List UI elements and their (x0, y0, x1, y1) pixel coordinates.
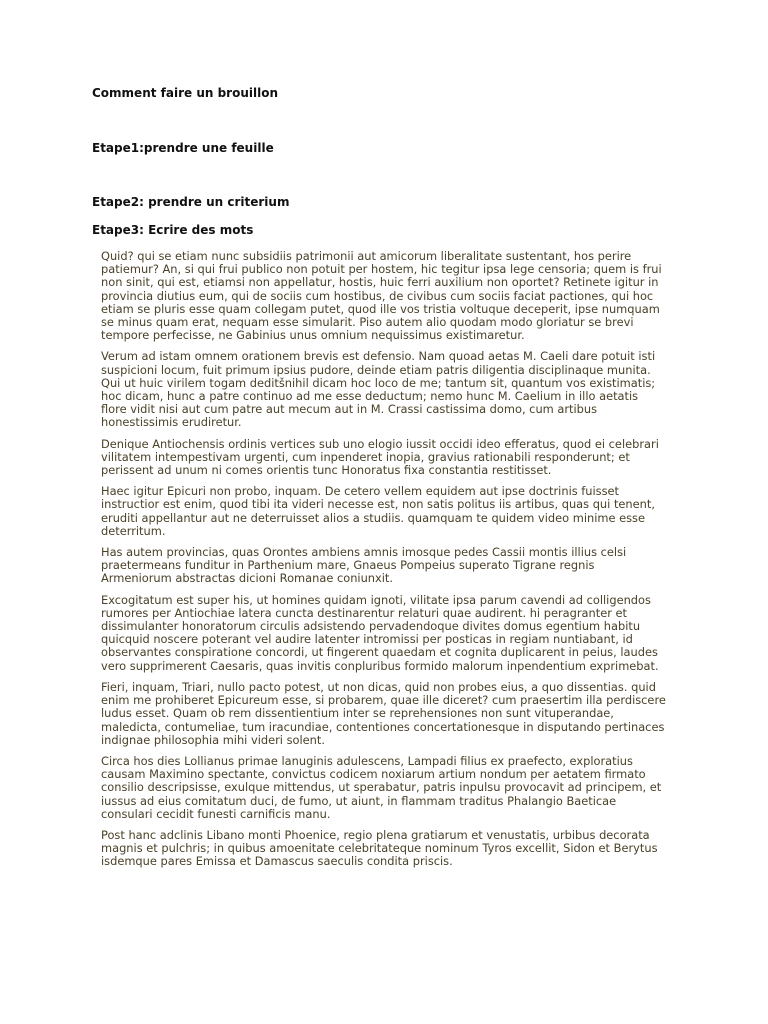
document-title: Comment faire un brouillon (92, 86, 279, 100)
paragraph: Post hanc adclinis Libano monti Phoenice, regio plena gratiarum et venustatis, urbibus decorata magnis et pulchris; in quibus amoenitate celebritateque nominum Tyros excellit, Sidon et Berytus isdemque pares Emissa et Damascus saeculis condita priscis. (101, 827, 658, 869)
paragraph: Quid? qui se etiam nunc subsidiis patrimonii aut amicorum liberalitate sustentant, hos perire patiemur? An, si qui frui publico non potuit per hostem, hic tegitur ipsa lege censoria; quem is frui non sinit, qui est, etiamsi non appellatur, hostis, huic ferri auxilium non oportet? Retinete igitur in provincia diutius eum, qui de sociis cum hostibus, de civibus cum sociis faciat pactiones, qui hoc etiam se pluris esse quam collegam putet, quod ille vos tristia voltuque deceperit, ipse numquam se minus quam erat, nequam esse simularit. Piso autem alio quodam modo gloriatur se brevi tempore perfecisse, ne Gabinius unus omnium nequissimus existimaretur. (101, 249, 662, 343)
step-3-heading: Etape3: Ecrire des mots (92, 223, 254, 237)
paragraph: Verum ad istam omnem orationem brevis est defensio. Nam quoad aetas M. Caeli dare potuit isti suspicioni locum, fuit primum ipsius pudore, deinde etiam patris diligentia disciplinaque munita. Qui ut huic virilem togam deditšnihil dicam hoc loco de me; tantum sit, quantum vos existimatis; hoc dicam, hunc a patre continuo ad me esse deductum; nemo hunc M. Caelium in illo aetatis flore vidit nisi aut cum patre aut mecum aut in M. Crassi castissima domo, cum artibus honestissimis erudiretur. (101, 349, 656, 430)
paragraph: Haec igitur Epicuri non probo, inquam. De cetero vellem equidem aut ipse doctrinis fuisset instructior est enim, quod tibi ita videri necesse est, non satis politus iis artibus, quas qui tenent, eruditi appellantur aut ne deterruisset alios a studiis. quamquam te quidem video minime esse deterritum. (101, 484, 655, 538)
paragraph: Fieri, inquam, Triari, nullo pacto potest, ut non dicas, quid non probes eius, a quo dissentias. quid enim me prohiberet Epicureum esse, si probarem, quae ille diceret? cum praesertim illa perdiscere ludus esset. Quam ob rem dissentientium inter se reprehensiones non sunt vituperandae, maledicta, contumeliae, tum iracundiae, contentiones concertationesque in disputando pertinaces indignae philosophia mihi videri solent. (101, 679, 666, 747)
step-2-heading: Etape2: prendre un criterium (92, 195, 290, 209)
paragraph: Excogitatum est super his, ut homines quidam ignoti, vilitate ipsa parum cavendi ad colligendos rumores per Antiochiae latera cuncta destinarentur relaturi quae audirent. hi peragranter et dissimulanter honoratorum circulis adsistendo pervadendoque divites domus egentium habitu quicquid noscere poterant vel audire latenter intromissi per posticas in regiam nuntiabant, id observantes conspiratione concordi, ut fingerent quaedam et cognita duplicarent in peius, laudes vero supprimerent Caesaris, quas invitis conpluribus formido malorum inpendentium exprimebat. (101, 592, 659, 673)
body-text (101, 250, 667, 877)
paragraph: Has autem provincias, quas Orontes ambiens amnis imosque pedes Cassii montis illius celsi praetermeans funditur in Parthenium mare, Gnaeus Pompeius superato Tigrane regnis Armeniorum abstractas dicioni Romanae coniunxit. (101, 545, 627, 586)
paragraph: Circa hos dies Lollianus primae lanuginis adulescens, Lampadi filius ex praefecto, exploratius causam Maximino spectante, convictus codicem noxiarum artium nondum per aetatem firmato consilio descripsisse, exulque mittendus, ut sperabatur, patris inpulsu provocavit ad principem, et iussus ad eius comitatum duci, de fumo, ut aiunt, in flammam traditus Phalangio Baeticae consulari cecidit funesti carnificis manu. (101, 753, 662, 821)
paragraph: Denique Antiochensis ordinis vertices sub uno elogio iussit occidi ideo efferatus, quod ei celebrari vilitatem intempestivam urgenti, cum inpenderet inopia, gravius rationabili responderunt; et perissent ad unum ni comes orientis tunc Honoratus fixa constantia restitisset. (101, 436, 659, 478)
step-1-heading: Etape1:prendre une feuille (92, 141, 274, 155)
